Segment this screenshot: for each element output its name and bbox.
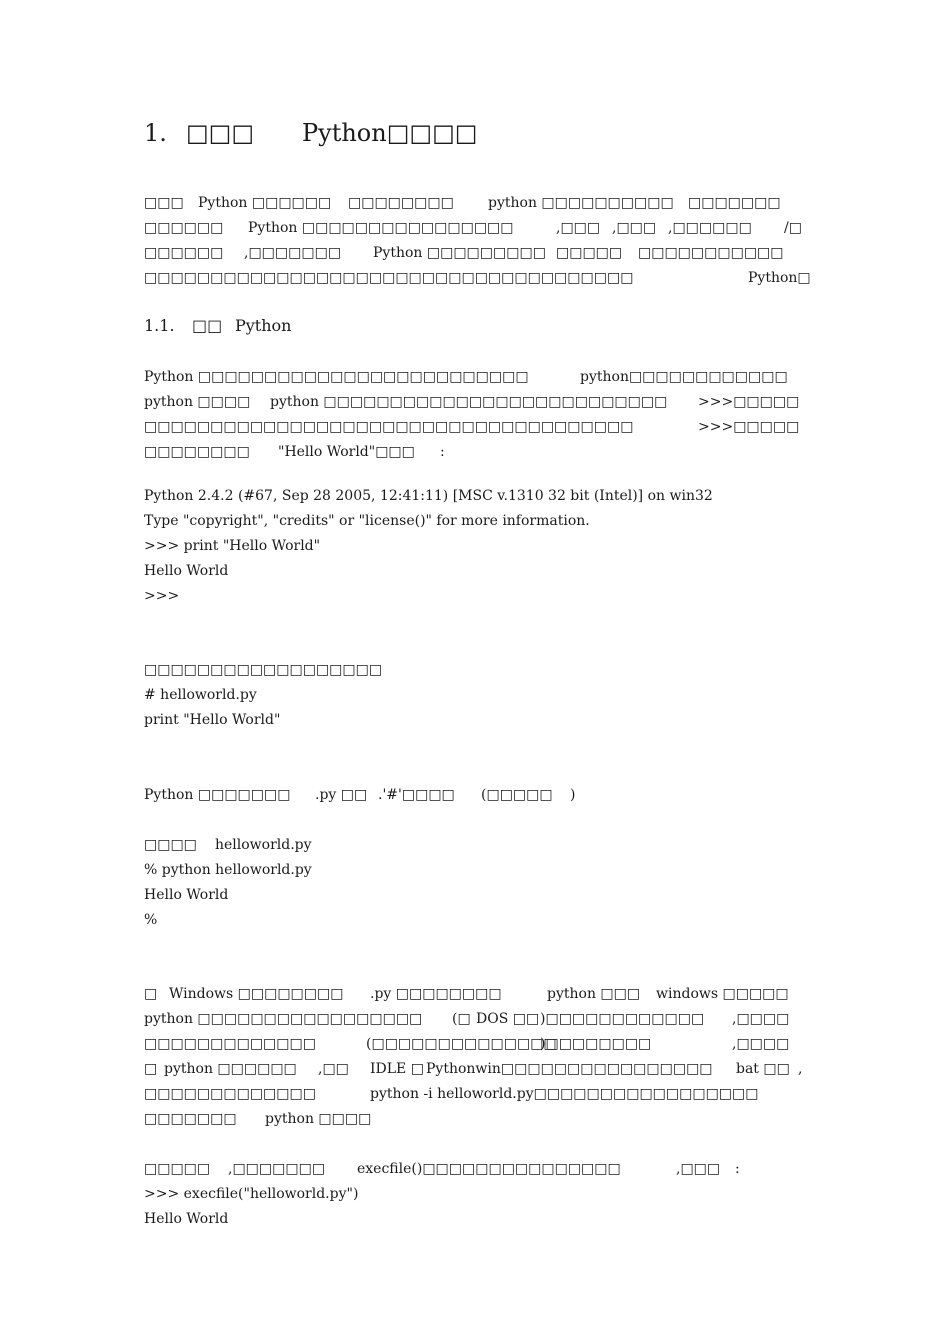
win-line-1-e: windows □□□□□ (656, 986, 789, 1002)
para2-line-3-a: □□□□□□□□□□□□□□□□□□□□□□□□□□□□□□□□□□□□□ (144, 419, 634, 435)
run-label-b: helloworld.py (215, 837, 312, 853)
intro-line-4-b: Python□ (748, 270, 811, 286)
win-line-2-d: )□□□□□□□□□□□□ (540, 1011, 705, 1027)
win-line-3-d: ,□□□□ (732, 1036, 790, 1052)
intro-line-3-d: □□□□□ (556, 245, 623, 261)
intro-line-2-c: ,□□□ (556, 220, 601, 236)
win-line-2-b: (□ (452, 1011, 471, 1027)
run-code-line-3: % (144, 912, 158, 928)
file-code-line-2: print "Hello World" (144, 712, 281, 728)
last-e: : (735, 1161, 740, 1177)
win-line-1-c: .py □□□□□□□□ (370, 986, 502, 1002)
intro-line-3-b: ,□□□□□□□ (244, 245, 342, 261)
intro-line-3-a: □□□□□□ (144, 245, 224, 261)
win-line-6-b: python □□□□ (265, 1111, 372, 1127)
win-line-4-e: Pythonwin□□□□□□□□□□□□□□□□ (426, 1061, 713, 1077)
win-line-4-f: bat □□ (736, 1061, 790, 1077)
intro-line-4-a: □□□□□□□□□□□□□□□□□□□□□□□□□□□□□□□□□□□□□ (144, 270, 634, 286)
win-line-1-a: □ (144, 986, 158, 1002)
win-line-2-c: DOS □□ (476, 1011, 540, 1027)
intro-line-2-b: Python □□□□□□□□□□□□□□□□ (248, 220, 514, 236)
note-c: .'#'□□□□ (378, 787, 455, 803)
win-line-5-b: python -i helloworld.py□□□□□□□□□□□□□□□□□ (370, 1086, 759, 1102)
win-line-3-a: □□□□□□□□□□□□□ (144, 1036, 316, 1052)
heading-gap: □□□ (186, 119, 255, 147)
para2-line-2-c: >>>□□□□□ (698, 394, 800, 410)
win-line-1-d: python □□□ (547, 986, 641, 1002)
section-number: 1.1. (144, 316, 175, 335)
win-line-4-c: ,□□ (318, 1061, 349, 1077)
intro-line-1-e: □□□□□□□ (688, 195, 781, 211)
win-line-2-a: python □□□□□□□□□□□□□□□□□ (144, 1011, 423, 1027)
intro-line-1-d: python □□□□□□□□□□ (488, 195, 674, 211)
file-code-line-1: # helloworld.py (144, 687, 257, 703)
run-code-line-2: Hello World (144, 887, 229, 903)
console-line-1: Python 2.4.2 (#67, Sep 28 2005, 12:41:11) [MSC v.1310 32 bit (Intel)] on win32 (144, 488, 713, 504)
note-d: (□□□□□ (481, 787, 553, 803)
section-title: Python (235, 316, 292, 335)
intro-line-1-b: Python □□□□□□ (198, 195, 332, 211)
run-label-a: □□□□ (144, 837, 197, 853)
last-code-line-2: Hello World (144, 1211, 229, 1227)
run-code-line-1: % python helloworld.py (144, 862, 312, 878)
last-a: □□□□□ (144, 1161, 211, 1177)
intro-line-1-c: □□□□□□□□ (348, 195, 454, 211)
console-line-2: Type "copyright", "credits" or "license()" for more information. (144, 513, 590, 529)
last-c: execfile()□□□□□□□□□□□□□□□ (357, 1161, 621, 1177)
heading-number: 1. (144, 119, 167, 147)
console-line-3: >>> print "Hello World" (144, 538, 321, 554)
console-line-5: >>> (144, 588, 180, 604)
win-line-4-d: IDLE □ (370, 1061, 424, 1077)
console-line-4: Hello World (144, 563, 229, 579)
para2-line-2-a: python □□□□ (144, 394, 251, 410)
para2-line-4-c: : (440, 444, 445, 460)
win-line-4-b: python □□□□□□ (164, 1061, 297, 1077)
win-line-6-a: □□□□□□□ (144, 1111, 237, 1127)
intro-line-2-f: /□ (784, 220, 802, 236)
intro-line-2-e: ,□□□□□□ (668, 220, 752, 236)
file-intro: □□□□□□□□□□□□□□□□□□ (144, 662, 383, 678)
win-line-5-a: □□□□□□□□□□□□□ (144, 1086, 316, 1102)
last-d: ,□□□ (676, 1161, 721, 1177)
intro-line-3-c: Python □□□□□□□□□ (373, 245, 546, 261)
para2-line-3-b: >>>□□□□□ (698, 419, 800, 435)
para2-line-4-b: "Hello World"□□□ (278, 444, 415, 460)
note-e: ) (570, 787, 576, 803)
intro-line-3-e: □□□□□□□□□□□ (638, 245, 784, 261)
win-line-3-c: )□□□□□□□□ (540, 1036, 652, 1052)
note-b: .py □□ (315, 787, 368, 803)
intro-line-2-d: ,□□□ (612, 220, 657, 236)
win-line-4-g: , (798, 1061, 803, 1077)
para2-line-1-b: python□□□□□□□□□□□□ (580, 369, 788, 385)
note-a: Python □□□□□□□ (144, 787, 291, 803)
win-line-1-b: Windows □□□□□□□□ (169, 986, 344, 1002)
win-line-4-a: □ (144, 1061, 158, 1077)
section-gap: □□ (192, 316, 223, 335)
win-line-3-b: (□□□□□□□□□□□□□□ (366, 1036, 557, 1052)
last-b: ,□□□□□□□ (228, 1161, 326, 1177)
para2-line-4-a: □□□□□□□□ (144, 444, 250, 460)
para2-line-2-b: python □□□□□□□□□□□□□□□□□□□□□□□□□□ (270, 394, 668, 410)
intro-line-2-a: □□□□□□ (144, 220, 224, 236)
page-title: Python□□□□ (302, 119, 478, 147)
win-line-2-e: ,□□□□ (732, 1011, 790, 1027)
para2-line-1-a: Python □□□□□□□□□□□□□□□□□□□□□□□□□ (144, 369, 529, 385)
last-code-line-1: >>> execfile("helloworld.py") (144, 1186, 359, 1202)
intro-line-1-a: □□□ (144, 195, 184, 211)
